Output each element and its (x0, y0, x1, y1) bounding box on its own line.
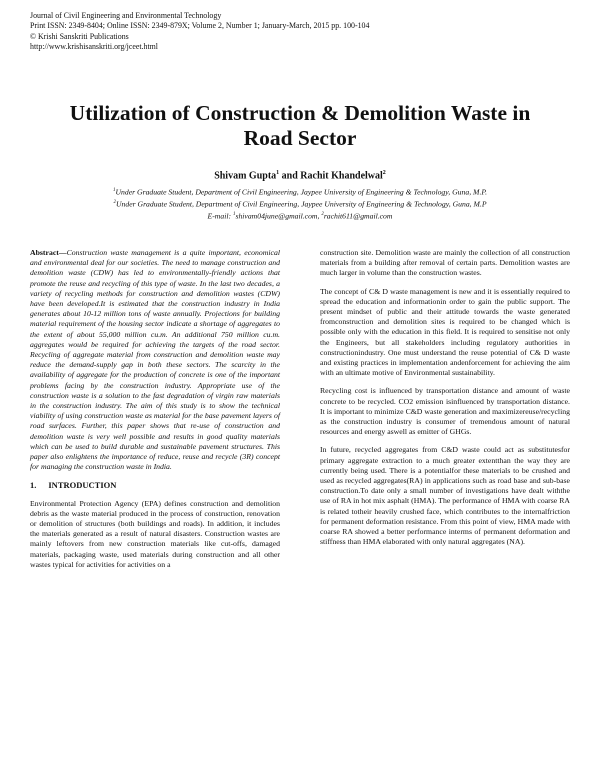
title-line-2: Road Sector (243, 125, 357, 150)
email-2[interactable]: rachit611@gmail.com (323, 211, 393, 221)
right-column (320, 248, 570, 555)
abstract-label: Abstract— (30, 248, 67, 257)
author-joiner: and (279, 170, 301, 182)
title-line-1: Utilization of Construction & Demolition Waste in (69, 101, 531, 125)
affiliation-1-mark: 1 (112, 188, 116, 193)
right-paragraph-3: Recycling cost is influenced by transportation distance and amount of waste concrete to be recycled. CO2 emission isinfluenced by transportation distance. It is important to minimize C&D waste generation and maximizereuse/recycling as the construction industry is consumer of tremendous amount of natural resources and energy aswell as emitter of GHGs. (320, 386, 570, 437)
right-paragraph-4: In future, recycled aggregates from C&D waste could act as substitutesfor primary aggregate extraction to a much greater extentthan the way they are currently being used. There is a potentialfor these materials to be crushed and used as recycled aggregates(RA) in applications such as road base and sub-base construction.To date only a small number of investigations have dealt withthe use of RA in hot mix asphalt (HMA). The performance of HMA with coarse RA is related totheir heavily crushed face, which contributes to the internalfriction for permanent deformation resistance. From this point of view, HMA made with coarse RA showed a better performance interms of permanent deformation and stiffness than HMA elaborated with only natural aggregates (NA). (320, 445, 570, 547)
journal-name: Journal of Civil Engineering and Environmental Technology (30, 11, 222, 20)
journal-url[interactable]: http://www.krishisanskriti.org/jceet.html (30, 42, 158, 52)
affiliation-2-mark: 2 (113, 199, 116, 205)
author-1-mark: 1 (276, 170, 280, 176)
affiliation-2 (30, 198, 570, 210)
affiliation-2-text: Under Graduate Student, Department of Civil Engineering, Jaypee University of Engineering & Technology, Guna, M.P (115, 199, 487, 209)
paper-title (30, 101, 570, 150)
intro-paragraph-1: Environmental Protection Agency (EPA) defines construction and demolition debris as the waste material produced in the process of construction, renovation or demolition of structures (both buildings and roads). In addition, it includes the materials generated as a result of natural disasters. Construction wastes are mainly leftovers from new construction materials like cut-offs, damaged materials, packaging waste, used materials during construction and all other wastes typical for activities for activities on a (30, 498, 280, 569)
affiliation-1 (30, 186, 570, 198)
right-paragraph-2: The concept of C& D waste management is new and it is essentially required to spread the education and informationin order to gain the public support. The present mindset of public and their attitude towards the waste generated fromconstruction and demolition sites is required to be changed which is possible only with the education in this field. It is required to sensitise not only the Engineers, but all stakeholders including regulatory authorities in constructionindustry. One must understand the reuse potential of C& D waste and existing practices in implementation andenforcement for achieving the aim with an ultimate motive of Environmental sustainability. (320, 286, 570, 378)
journal-issn: Print ISSN: 2349-8404; Online ISSN: 2349-879X; Volume 2, Number 1; January-March, 2015 pp. 100-104 (30, 21, 370, 31)
left-column (30, 248, 280, 578)
author-1: Shivam Gupta (214, 170, 277, 182)
author-2: Rachit Khandelwal (300, 170, 383, 182)
affiliation-1-text: Under Graduate Student, Department of Civil Engineering, Jaypee University of Engineering & Technology, Guna, M.P. (115, 187, 487, 197)
intro-number: 1. (30, 480, 37, 491)
intro-heading (30, 480, 280, 490)
abstract (30, 248, 280, 472)
email-1[interactable]: shivam04june@gmail.com, (235, 211, 322, 221)
author-2-mark: 2 (382, 170, 386, 176)
email-2-mark: 2 (321, 211, 324, 217)
email-1-mark: 1 (232, 211, 236, 217)
abstract-text: Construction waste management is a quite important, economical and environmental deal for our societies. The need to manage construction and demolition waste (CDW) has led to environmentally-friendly actions that promote the reuse and recycling of this type of waste. In the last two decades, a variety of recycling methods for construction and demolition wastes (CDW) have been developed.It is estimated that the construction industry in India generates about 10-12 million tons of waste annually. Projections for building material requirement of the housing sector indicate a shortage of aggregates to the extent of about 55,000 million cu.m. An additional 750 million cu.m. aggregates would be required for achieving the targets of the road sector. Recycling of aggregate material from construction and demolition waste may reduce the demand-supply gap in both these sectors. The scarcity in the availability of aggregate for the production of concrete is one of the important problems facing by the construction industry. Appropriate use of the construction waste is a solution to the fast degradation of virgin raw materials in the construction industry. The aim of this study is to show the technical viability of using construction waste as material for the base pavement layers of road surfaces. Further, this paper shows that re-use of construction and demolition waste is very well possible and results in good quality materials which can be used to build durable and sustainable pavement structures. This paper also enlightens the importance of reduce, reuse and recycle (3R) concept for managing the construction waste in India. (30, 248, 280, 472)
affiliations (30, 186, 570, 222)
email-label: E-mail: (207, 211, 233, 221)
email-line (30, 210, 570, 222)
intro-title: INTRODUCTION (48, 480, 117, 491)
right-paragraph-1: construction site. Demolition waste are mainly the collection of all construction materials from a building after removal of certain parts. Demolition wastes are much larger in volume than the construction wastes. (320, 248, 570, 278)
authors (30, 170, 570, 181)
journal-header (30, 11, 570, 53)
journal-copyright: © Krishi Sanskriti Publications (30, 31, 129, 41)
